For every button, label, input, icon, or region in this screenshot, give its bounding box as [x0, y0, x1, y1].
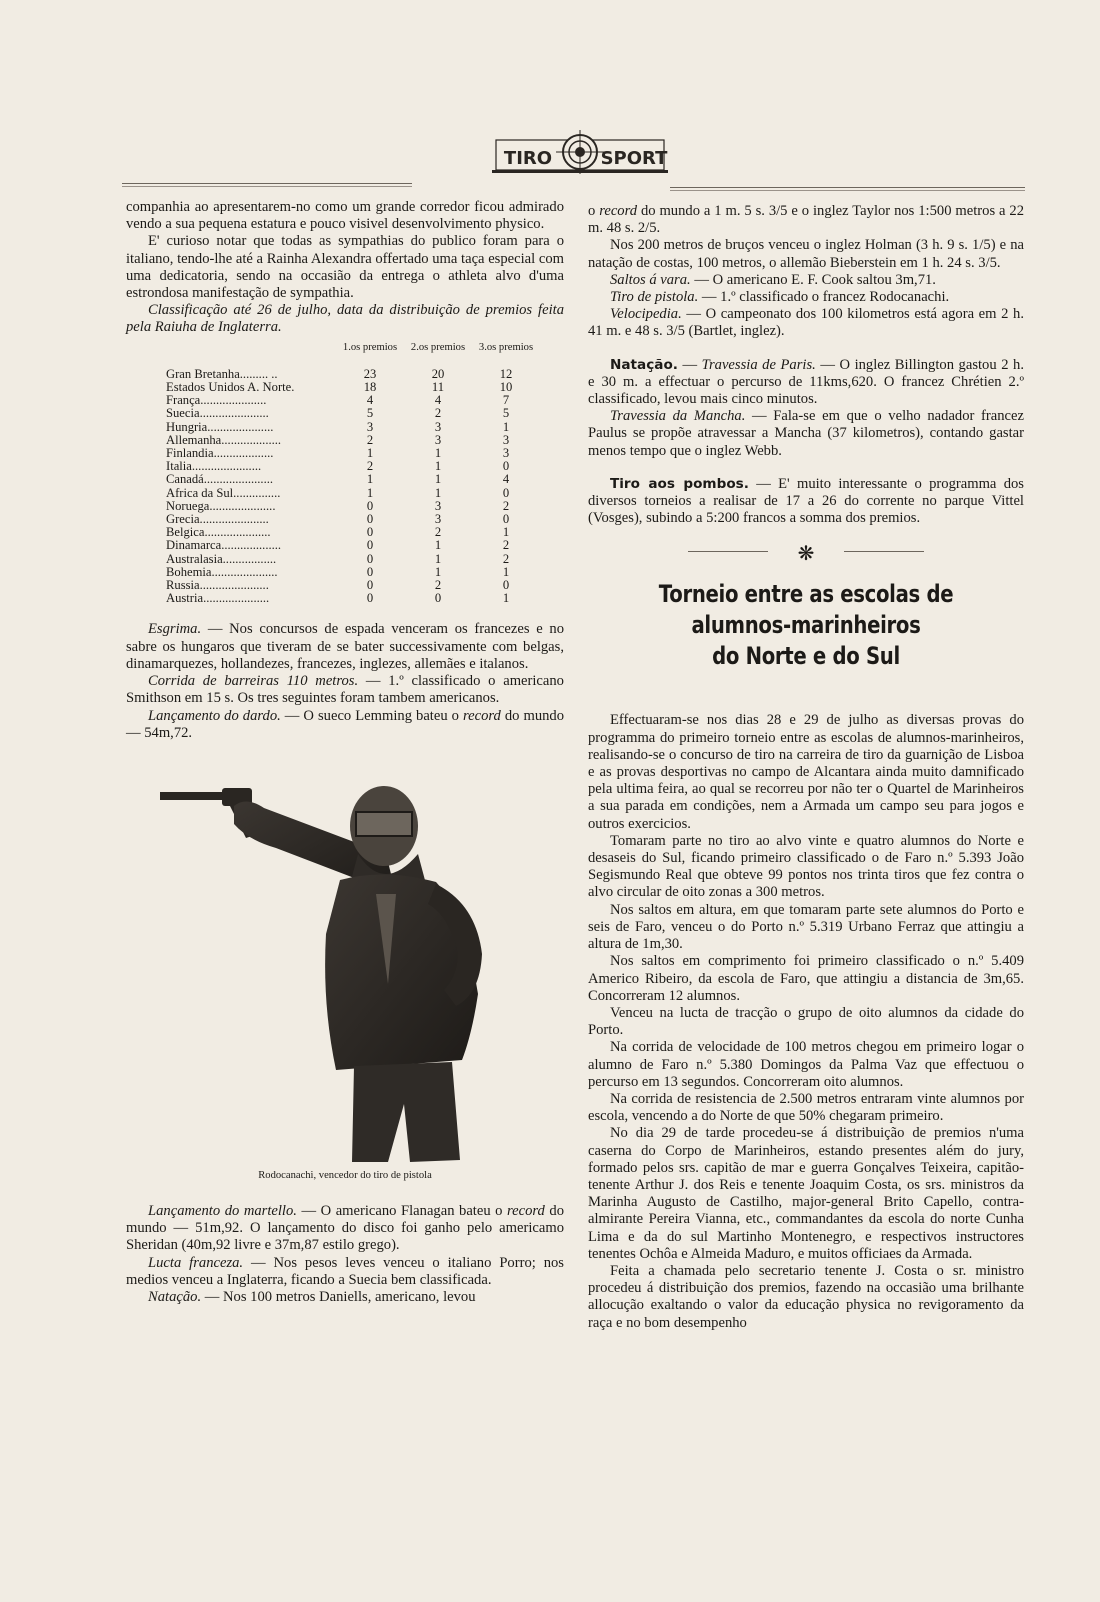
second-prizes-value: 2 — [434, 578, 442, 593]
second-prizes-value: 20 — [431, 366, 445, 381]
section-ornament — [588, 541, 1024, 566]
second-prizes-value: 3 — [434, 512, 442, 527]
esgrima-text: — Nos concursos de espada venceram os francezes e no sabre os hungaros que tiveram de se bater successivamente com belgas, dinamarquezes, hollandezes, francezes, inglezes, allemães e italanos. — [126, 621, 564, 672]
country-name: Canadá...................... — [166, 473, 274, 487]
dardo-text-2: do mundo — 54m,72. — [126, 707, 565, 741]
medals-table-row — [166, 447, 540, 460]
natacao-right-text: — O inglez Billington gastou 2 h. e 30 m. a effectuar o percurso de 11kms,620. O francez Chrétien 2.º classificado, levou mais cinco minutos. — [588, 356, 1024, 408]
header-rule-right-2 — [670, 190, 1025, 191]
country-name: Russia...................... — [166, 579, 269, 593]
first-prizes-value: 0 — [366, 564, 374, 579]
saltos-heading: Saltos á vara. — [610, 271, 691, 288]
second-prizes-value: 2 — [434, 406, 442, 421]
second-prizes-value: 2 — [434, 525, 442, 540]
right-paragraph-1 — [588, 203, 1024, 237]
first-prizes-value: 4 — [366, 393, 374, 408]
asterisk-icon: ❋ — [797, 543, 815, 566]
first-prizes-value: 5 — [366, 406, 374, 421]
country-name: Finlandia................... — [166, 447, 274, 461]
natacao-sub-heading: Travessia de Paris. — [701, 356, 816, 373]
dardo-record: record — [462, 707, 501, 724]
natacao-paragraph — [126, 1289, 564, 1306]
first-prizes-value: 0 — [366, 512, 374, 527]
article-paragraph-2: Tomaram parte no tiro ao alvo vinte e quatro alumnos do Norte e desaseis do Sul, ficando primeiro classificado o de Faro n.º 5.393 João Segismundo Real que obteve 99 pontos nos trinta tiros que fez contra o alvo circular de oito zonas a 300 metros. — [588, 832, 1024, 901]
first-prizes-value: 23 — [363, 366, 377, 381]
lucta-text: — Nos pesos leves venceu o italiano Porro; nos medios venceu a Inglaterra, ficando a Suecia bem classificada. — [126, 1254, 564, 1288]
martello-text-2: do mundo — 51m,92. O lançamento do disco foi ganho pelo americamo Sheridan (40m,92 livre e 37m,87 estilo grego). — [126, 1202, 564, 1254]
article-paragraph-1: Effectuaram-se nos dias 28 e 29 de julho as diversas provas do programma do primeiro torneio entre as escolas de alumnos-marinheiros, realisando-se o concurso de tiro na carreira de tiro da guarnição de Lisboa e as provas desportivas no campo de Alcantara ainda muito damnificado pela ultima feira, ao qual se recorreu por não ter o Quartel de Marinheiros a sua parada em condições, nem a Armada um campo seu para jogos e outros exercicios. — [588, 712, 1024, 832]
country-name: Noruega..................... — [166, 499, 276, 513]
photo-caption: Rodocanachi, vencedor do tiro de pistola — [258, 1169, 432, 1181]
pistola-text: — 1.º classificado o francez Rodocanachi. — [698, 289, 950, 306]
mancha-text: — Fala-se em que o velho nadador francez Paulus se propõe atravessar a Mancha (37 kilometros), contando gastar menos tempo que o inglez Webb. — [588, 408, 1024, 459]
medals-table-row — [166, 421, 540, 434]
country-name: Dinamarca................... — [166, 539, 282, 553]
photo-rodocanachi — [126, 784, 564, 1164]
natacao-right-paragraph: Natação. — Travessia de Paris. — O inglez Billington gastou 2 h. e 30 m. a effectuar o percurso de 11kms,620. O francez Chrétien 2.º classificado, levou mais cinco minutos. — [588, 356, 1024, 408]
country-name: Hungria..................... — [166, 420, 274, 434]
barreiras-text: — 1.º classificado o americano Smithson em 15 s. Os tres seguintes foram tambem americanos. — [126, 673, 564, 707]
left-column — [126, 199, 564, 1306]
first-prizes-value: 0 — [366, 551, 374, 566]
country-name: França..................... — [166, 394, 267, 408]
barreiras-heading: Corrida de barreiras 110 metros. — [148, 673, 359, 690]
third-prizes-value: 1 — [502, 564, 510, 579]
first-prizes-value: 0 — [366, 525, 374, 540]
saltos-text: — O americano E. F. Cook saltou 3m,71. — [690, 271, 936, 288]
esgrima-paragraph — [126, 621, 564, 673]
header-second-prizes: 2.os premios — [410, 341, 466, 353]
martello-record: record — [507, 1202, 545, 1219]
classification-heading: Classificação até 26 de julho, data da distribuição de premios feita pela Raiuha de Inglaterra. — [126, 302, 564, 336]
left-paragraph-1: companhia ao apresentarem-no como um grande corredor ficou admirado vendo a sua pequena estatura e pouco visivel desenvolvimento physico. — [126, 199, 564, 233]
right-p1-record: record — [599, 203, 638, 219]
medals-table-row — [166, 513, 540, 526]
header-rule-left-2 — [122, 186, 412, 187]
tiro-text: — E' muito interessante o programma dos diversos torneios a realisar de 17 a 26 do corrente no parque Vittel (Vosges), subindo a 5:200 francos a somma dos premios. — [588, 475, 1024, 527]
second-prizes-value: 3 — [434, 419, 442, 434]
svg-text:TIRO: TIRO — [503, 148, 553, 169]
martello-text: — O americano Flanagan bateu o — [296, 1202, 508, 1219]
second-prizes-value: 4 — [434, 393, 442, 408]
lucta-heading: Lucta franceza. — [148, 1254, 244, 1271]
medals-table-row — [166, 473, 540, 486]
third-prizes-value: 4 — [502, 472, 510, 487]
second-prizes-value: 1 — [434, 459, 442, 474]
second-prizes-value: 3 — [434, 498, 442, 513]
martello-heading: Lançamento do martello. — [148, 1202, 297, 1219]
medals-table-row — [166, 553, 540, 566]
country-name: Allemanha................... — [166, 433, 282, 447]
country-name: Italia...................... — [166, 460, 262, 474]
second-prizes-value: 1 — [434, 551, 442, 566]
medals-table-row — [166, 381, 540, 394]
article-paragraph-3: Nos saltos em altura, em que tomaram parte sete alumnos do Porto e seis de Faro, venceu o do Porto n.º 5.319 Urbano Ferraz que attingiu a altura de 1m,30. — [588, 901, 1024, 953]
medals-table-row — [166, 394, 540, 407]
third-prizes-value: 1 — [502, 591, 510, 606]
medals-table-row — [166, 368, 540, 381]
third-prizes-value: 7 — [502, 393, 510, 408]
country-name: Austria..................... — [166, 592, 270, 606]
country-name: Estados Unidos A. Norte. — [166, 381, 295, 395]
saltos-paragraph — [588, 272, 1024, 289]
barreiras-paragraph — [126, 673, 564, 707]
third-prizes-value: 2 — [502, 538, 510, 553]
medals-table-row — [166, 434, 540, 447]
svg-text:SPORT: SPORT — [600, 148, 668, 169]
country-name: Africa da Sul............... — [166, 486, 281, 500]
second-prizes-value: 1 — [434, 446, 442, 461]
medals-table-row — [166, 592, 540, 605]
medals-table-row — [166, 500, 540, 513]
header-first-prizes: 1.os premios — [342, 341, 398, 353]
mancha-paragraph — [588, 408, 1024, 460]
pistola-paragraph — [588, 289, 1024, 306]
third-prizes-value: 12 — [499, 366, 513, 381]
article-paragraph-9: Feita a chamada pelo secretario tenente J. Costa o sr. ministro procedeu á distribuição dos premios, fazendo na occasião uma brilhante allocução exaltando o valor da educação physica no revigoramento da raça e no bom desempenho — [588, 1262, 1024, 1331]
natacao-heading: Natação. — [148, 1288, 202, 1305]
dardo-paragraph — [126, 708, 564, 742]
lucta-paragraph — [126, 1255, 564, 1289]
header-third-prizes: 3.os premios — [478, 341, 534, 353]
third-prizes-value: 3 — [502, 446, 510, 461]
article-paragraph-8: No dia 29 de tarde procedeu-se á distribuição de premios n'uma caserna do Corpo de Marinheiros, estando presentes além do jury, formado pelos srs. capitão de mar e guerra Gonçalves Teixeira, capitão-tenente Arthur J. dos Reis e tenente Joaquim Costa, os srs. ministros da Marinha Augusto de Castilho, major-general Brito Capello, contra-almirante Pereira Vianna, etc., commandantes da escola do norte Cunha Lima e da do sul Martinho Montenegro, e respectivos instructores tenentes Ochôa e Almeida Maduro, e muitos officiaes da Armada. — [588, 1125, 1024, 1262]
third-prizes-value: 0 — [502, 459, 510, 474]
veloc-heading: Velocipedia. — [610, 306, 682, 323]
third-prizes-value: 5 — [502, 406, 510, 421]
second-prizes-value: 1 — [434, 472, 442, 487]
ornament-line-left — [688, 551, 768, 552]
country-name: Suecia...................... — [166, 407, 269, 421]
medals-table-row — [166, 579, 540, 592]
second-prizes-value: 3 — [434, 432, 442, 447]
right-p1-b: do mundo a 1 m. 5 s. 3/5 e o inglez Taylor nos 1:500 metros a 22 m. 48 s. 2/5. — [588, 203, 1025, 237]
first-prizes-value: 1 — [366, 485, 374, 500]
ornament-line-right — [844, 551, 924, 552]
right-p1-a: o — [588, 203, 600, 219]
dardo-heading: Lançamento do dardo. — [148, 707, 281, 724]
second-prizes-value: 1 — [434, 564, 442, 579]
third-prizes-value: 2 — [502, 498, 510, 513]
first-prizes-value: 1 — [366, 446, 374, 461]
country-name: Grecia...................... — [166, 513, 269, 527]
medals-table-row — [166, 539, 540, 552]
esgrima-heading: Esgrima. — [148, 621, 202, 638]
second-prizes-value: 11 — [431, 380, 445, 395]
first-prizes-value: 1 — [366, 472, 374, 487]
veloc-text: — O campeonato dos 100 kilometros está agora em 2 h. 41 m. e 48 s. 3/5 (Bartlet, inglez). — [588, 306, 1024, 340]
medals-table-row — [166, 526, 540, 539]
third-prizes-value: 10 — [499, 380, 513, 395]
second-prizes-value: 1 — [434, 485, 442, 500]
medals-table-row — [166, 460, 540, 473]
article-paragraph-5: Venceu na lucta de tracção o grupo de oito alumnos da cidade do Porto. — [588, 1004, 1024, 1039]
right-paragraph-2: Nos 200 metros de bruços venceu o inglez Holman (3 h. 9 s. 1/5) e na natação de costas, 100 metros, o allemão Bieberstein em 1 h. 24 s. 3/5. — [588, 237, 1024, 271]
first-prizes-value: 0 — [366, 498, 374, 513]
medals-table-row — [166, 487, 540, 500]
first-prizes-value: 2 — [366, 432, 374, 447]
third-prizes-value: 3 — [502, 432, 510, 447]
country-name: Bohemia..................... — [166, 565, 278, 579]
header-rule-right — [670, 187, 1025, 188]
pistola-heading: Tiro de pistola. — [610, 289, 699, 306]
first-prizes-value: 0 — [366, 578, 374, 593]
martello-paragraph — [126, 1203, 564, 1255]
article-paragraph-4: Nos saltos em comprimento foi primeiro classificado o n.º 5.409 Americo Ribeiro, da escola de Faro, que attingiu a distancia de 3m,65. Concorreram 12 alumnos. — [588, 953, 1024, 1004]
right-column — [588, 203, 1024, 1332]
left-paragraph-2: E' curioso notar que todas as sympathias do publico foram para o italiano, tendo-lhe até a Rainha Alexandra offertado uma taça especial com uma dedicatoria, sendo na occasião da entrega o athleta alvo d'uma estrondosa manifestação de sympathia. — [126, 233, 564, 302]
country-name: Gran Bretanha......... .. — [166, 367, 278, 381]
first-prizes-value: 18 — [363, 380, 377, 395]
first-prizes-value: 0 — [366, 591, 374, 606]
first-prizes-value: 3 — [366, 419, 374, 434]
country-name: Belgica..................... — [166, 526, 271, 540]
masthead-logo — [490, 128, 670, 178]
article-title-line-2: do Norte e do Sul — [712, 642, 900, 671]
first-prizes-value: 2 — [366, 459, 374, 474]
header-rule-left — [122, 183, 412, 184]
article-title-line-1: Torneio entre as escolas de alumnos-marinheiros — [658, 580, 954, 640]
third-prizes-value: 1 — [502, 525, 510, 540]
article-title — [627, 579, 985, 672]
second-prizes-value: 1 — [434, 538, 442, 553]
article-paragraph-7: Na corrida de resistencia de 2.500 metros entraram vinte alumnos por escola, vencendo a do Norte de que 50% chegaram primeiro. — [588, 1090, 1024, 1125]
third-prizes-value: 2 — [502, 551, 510, 566]
medals-table-row — [166, 407, 540, 420]
natacao-right-heading: Natação. — [610, 356, 678, 373]
dardo-text: — O sueco Lemming bateu o — [280, 707, 463, 724]
first-prizes-value: 0 — [366, 538, 374, 553]
article-paragraph-6: Na corrida de velocidade de 100 metros chegou em primeiro logar o alumno de Faro n.º 5.380 Domingos da Palma Vaz que effectuou o percurso em 13 segundos. Concorreram oito alumnos. — [588, 1039, 1024, 1090]
tiro-paragraph — [588, 476, 1024, 528]
veloc-paragraph — [588, 306, 1024, 340]
medals-table-row — [166, 566, 540, 579]
medals-table-header — [166, 341, 540, 368]
medals-table — [166, 341, 540, 606]
country-name: Australasia................. — [166, 552, 277, 566]
mancha-heading: Travessia da Mancha. — [610, 408, 746, 425]
third-prizes-value: 0 — [502, 578, 510, 593]
third-prizes-value: 0 — [502, 512, 510, 527]
natacao-text: — Nos 100 metros Daniells, americano, levou — [201, 1288, 476, 1305]
third-prizes-value: 0 — [502, 485, 510, 500]
tiro-heading: Tiro aos pombos. — [610, 475, 749, 492]
third-prizes-value: 1 — [502, 419, 510, 434]
second-prizes-value: 0 — [434, 591, 442, 606]
